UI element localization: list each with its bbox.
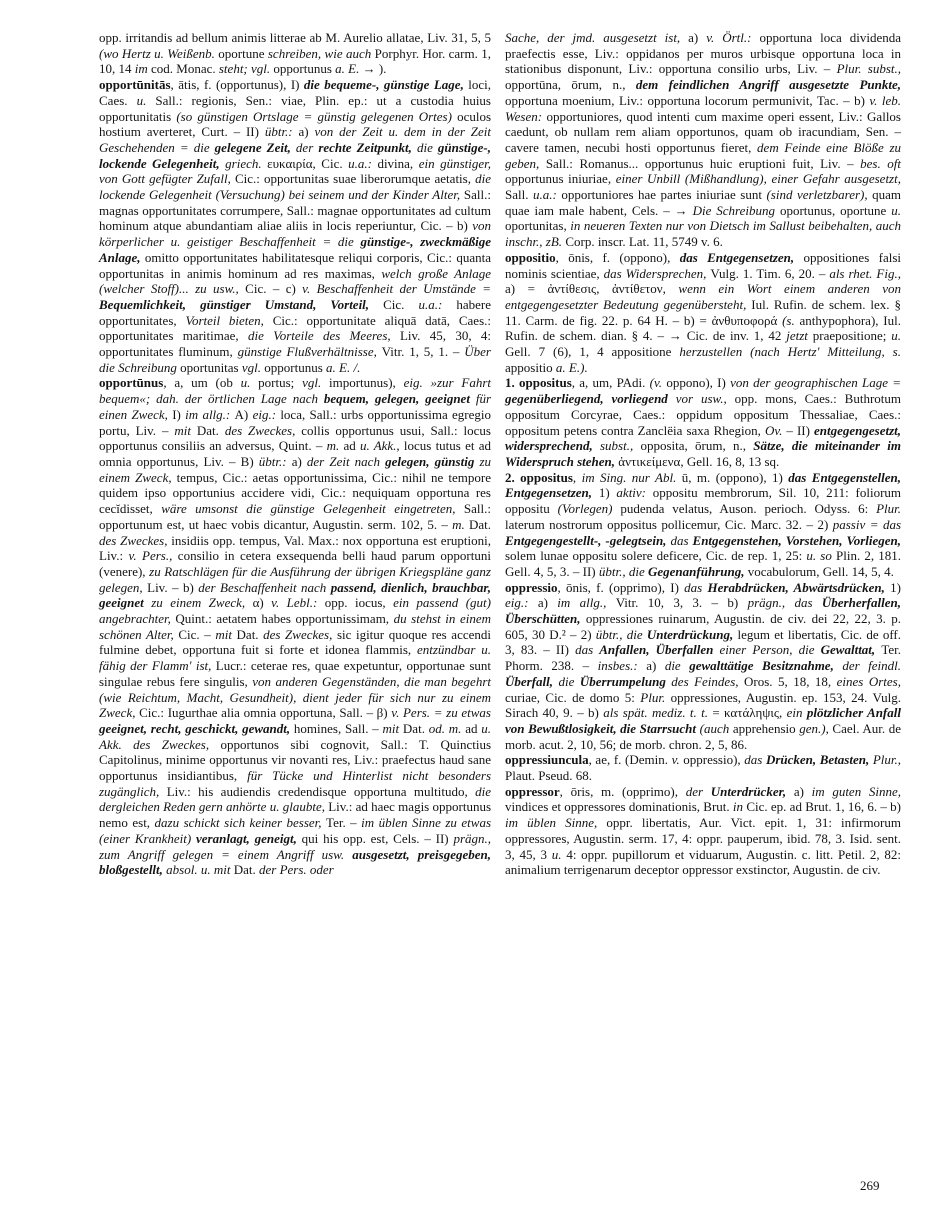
text-segment: günstige Flußverhältnisse,	[237, 344, 382, 360]
text-segment: u.	[551, 846, 567, 862]
text-segment: opportuniores, quod intenti cum maxime operi essent, Liv.: Gallos caedunt, ob nullam rem aliam opportunos, quam ob iracundiam, Sen. – cavere tamen, necubi hosti opportunus fieret,	[505, 108, 901, 155]
text-segment: in	[732, 799, 747, 815]
text-segment: Cic.	[383, 296, 419, 312]
text-segment: Iul. Rufin. de schem. lex. § 11. Carm. de fig. 22. p. 64 H. – b) = ἀνθυποφορά	[505, 296, 901, 328]
text-segment: vor usw.,	[675, 391, 735, 407]
text-segment: steht; vgl.	[218, 61, 274, 77]
text-segment: homines, Sall. –	[293, 720, 383, 736]
text-segment: der Pers. oder	[259, 862, 334, 878]
text-segment: α)	[252, 595, 272, 611]
text-segment: übtr., die	[598, 563, 648, 579]
text-segment: passend, dienlich, brauchbar, geeignet	[99, 579, 491, 611]
text-segment: die dergleichen Reden gern anhörte u. glaubte,	[99, 783, 491, 815]
text-segment: u.	[240, 375, 259, 391]
text-segment: von anderen Gegenständen, die man begehrt (wie Reichtum, Macht, Gesundheit), dient jeder für sich nur zu einem Zweck,	[99, 673, 491, 721]
text-segment: das	[575, 642, 600, 658]
text-segment: opportunus	[273, 61, 336, 77]
left-column	[99, 30, 491, 878]
text-segment: laterum nostrorum oppositus pollicemur, Cic. Marc. 32. – 2)	[505, 516, 833, 532]
text-segment: , a, um, PAdi.	[571, 375, 650, 391]
text-segment: ū, m. (oppono), 1)	[681, 469, 789, 485]
text-segment: u.a.:	[348, 155, 378, 171]
text-segment: eines Ortes,	[836, 673, 901, 689]
text-segment: zu einem Zweck,	[99, 453, 491, 485]
text-segment: oportune	[218, 45, 268, 61]
text-segment: Cic. ep. ad Brut. 1, 16, 6. – b)	[746, 799, 901, 815]
text-segment: mit	[174, 422, 197, 438]
text-segment: solem lunae oppositu solere deficere, Cic. de rep. 1, 25:	[505, 548, 807, 564]
text-segment: → ).	[362, 61, 387, 77]
text-segment: in neueren Texten nur von Dietsch im Sallust beibehalten, auch inschr., zB.	[505, 218, 901, 250]
text-segment: opportunus	[264, 359, 327, 375]
text-segment: Lucr.: ceterae res, quae expetuntur, opportunae sunt singulae rebus fere singulis,	[99, 658, 491, 689]
headword: opportūnitās	[99, 77, 171, 93]
text-segment: vgl.	[241, 359, 265, 375]
entry-paragraph	[505, 470, 901, 580]
text-segment: oppono),	[666, 375, 718, 391]
entry-paragraph	[505, 580, 901, 753]
text-segment: jetzt	[786, 328, 813, 344]
text-segment: a)	[793, 783, 812, 799]
text-segment: Cic. –	[178, 626, 216, 642]
text-segment: a. E. /.	[326, 359, 361, 375]
text-segment: divina,	[377, 155, 419, 171]
entry-paragraph	[99, 30, 491, 77]
text-segment: u. Akk. des Zweckes,	[99, 720, 491, 752]
text-segment: a)	[291, 453, 307, 469]
text-segment: oppressiones, Augustin. ep. 153, 24. Vulg. Sirach 40, 9. – b)	[505, 689, 901, 721]
text-segment: I)	[172, 406, 186, 422]
text-segment: a)	[688, 30, 707, 45]
text-segment: Cic.: opportunitate aliquā datā, Caes.: opportunitates maritimae,	[99, 312, 491, 344]
text-segment: mit	[382, 720, 403, 736]
text-segment: legum et libertatis, Cic. de off. 3, 83. – II)	[505, 626, 902, 658]
text-segment: vocabulorum, Gell. 14, 5, 4.	[747, 563, 894, 579]
text-segment: Cael. Aur. de morb. acut. 2, 10, 56; de morb. chron. 2, 5, 86.	[505, 720, 901, 752]
text-segment: zu Ratschlägen für die Ausführung der übrigen Kriegspläne ganz gelegen,	[99, 563, 491, 595]
text-segment: (v.	[649, 375, 667, 391]
text-segment: I)	[717, 375, 731, 391]
text-segment: Plaut. Pseud. 68.	[505, 768, 593, 784]
text-segment: apprehensio	[732, 720, 800, 736]
text-segment: oppressiones ruinarum, Augustin. de civ. dei 22, 22, 3. p. 605, 30 D.² – 2)	[505, 611, 902, 642]
text-segment: des Zweckes,	[99, 532, 172, 548]
text-segment: das	[684, 579, 708, 595]
text-segment: loca, Sall.: urbs opportunissima egregio portu, Liv. –	[99, 406, 491, 438]
text-segment: übtr., die	[595, 626, 647, 642]
text-segment: das Widersprechen,	[603, 265, 711, 281]
text-columns	[99, 30, 901, 878]
text-segment: veranlagt, geneigt,	[196, 830, 302, 846]
text-segment: u.	[891, 202, 902, 218]
text-segment: der	[295, 139, 319, 155]
text-segment: (s.	[782, 312, 800, 328]
text-segment: eig.:	[505, 595, 538, 611]
text-segment: im üblen Sinne,	[505, 815, 607, 831]
text-segment: v. Örtl.:	[706, 30, 760, 45]
text-segment: Unterdrückung,	[646, 626, 738, 642]
text-segment: Liv. – b)	[147, 579, 199, 595]
text-segment: herzustellen (nach Hertz' Mitteilung, s.	[679, 344, 901, 360]
text-segment: (so günstigen Ortslage = günstig gelegenen Ortes)	[176, 108, 458, 124]
text-segment: quam quae iam male habent, Cels. – →	[505, 187, 901, 218]
text-segment: Ter. –	[326, 815, 362, 831]
entry-paragraph	[99, 77, 491, 375]
text-segment: prägn., zum Angriff gelegen = einem Angriff usw.	[99, 830, 491, 862]
text-segment: Die Schreibung	[692, 202, 780, 218]
text-segment: Plur.	[876, 501, 901, 517]
text-segment: (auch	[699, 720, 733, 736]
text-segment: entzündbar u. fähig der Flamm' ist,	[99, 642, 492, 674]
text-segment: die bequeme-, günstige Lage,	[303, 77, 469, 93]
text-segment: = κατάληψις,	[712, 705, 787, 721]
text-segment: wenn ein Wort einem anderen von entgegengesetzter Bedeutung gegenübersteht,	[505, 281, 901, 312]
text-segment: v. Beschaffenheit der Umstände =	[302, 281, 491, 297]
headword: 1. oppositus	[505, 375, 572, 391]
entry-paragraph	[505, 752, 901, 783]
text-segment: appositio	[505, 359, 556, 375]
text-segment: Dat.	[196, 422, 225, 438]
text-segment: die Vorteile des Meeres,	[247, 328, 400, 344]
text-segment: dazu schickt sich keiner besser,	[154, 815, 327, 831]
text-segment: im Sing. nur Abl.	[581, 469, 682, 485]
text-segment: praepositione;	[812, 328, 892, 344]
text-segment: das Entgegenstellen, Entgegensetzen,	[505, 469, 901, 501]
text-segment: schreiben, wie auch	[267, 45, 375, 61]
text-segment: a)	[646, 658, 665, 674]
text-segment: opposita, ōrum, n.,	[640, 438, 754, 454]
text-segment: – II)	[786, 422, 814, 438]
text-segment: Oros. 5, 18, 18,	[743, 673, 837, 689]
text-segment: u. so	[806, 548, 836, 564]
text-segment: habere opportunitates,	[99, 296, 491, 328]
text-segment: , ōris, m. (opprimo),	[559, 783, 686, 799]
text-segment: im	[134, 61, 151, 77]
text-segment: Vulg. 1. Tim. 6, 20. –	[710, 265, 830, 281]
text-segment: cod. Monac.	[151, 61, 219, 77]
text-segment: v.	[671, 752, 684, 768]
text-segment: importunus),	[328, 375, 404, 391]
headword: oppositio	[505, 249, 556, 265]
text-segment: günstige-, lockende Gelegenheit,	[99, 139, 491, 171]
text-segment: von der geographischen Lage =	[730, 375, 901, 391]
text-segment: bes. oft	[860, 155, 901, 171]
text-segment: Gewalttat,	[820, 642, 882, 658]
text-segment: , ōnis, f. (opprimo), I)	[557, 579, 685, 595]
text-segment: Drücken, Betasten,	[765, 752, 873, 768]
text-segment: das Entgegensetzen,	[679, 249, 804, 265]
text-segment: oportunitas,	[505, 218, 571, 234]
text-segment: opp. iocus,	[324, 595, 394, 611]
text-segment: omitto opportunitates habilitatesque reliqui corporis, Cic.: quanta opportunitas in animis hominum ad res maximas,	[99, 249, 491, 281]
text-segment: im allg.,	[557, 595, 616, 611]
text-segment: v. Lebl.:	[271, 595, 325, 611]
text-segment: entgegengesetzt, widersprechend,	[505, 422, 901, 454]
text-segment: plötzlicher Anfall von Bewußtlosigkeit, die Starrsucht	[505, 705, 901, 736]
text-segment: gelegen, günstig	[385, 453, 480, 469]
text-segment: m.	[326, 438, 344, 454]
text-segment: Cic.: opportunitas suae liberorumque aetatis,	[235, 171, 476, 187]
text-segment: oppositu membrorum, Sil. 10, 211: foliorum oppositu	[505, 485, 902, 517]
text-segment: opp. mons, Caes.: Buthrotum oppositum Corcyrae, Caes.: oppidum oppositum Thessaliae, Caes.: oppositum petens contra Zanclëia saxa Rhegion,	[505, 391, 901, 438]
text-segment: oppressio),	[683, 752, 745, 768]
text-segment: von körperlicher u. geistiger Beschaffenheit = die	[99, 218, 491, 250]
text-segment: die	[664, 658, 690, 674]
text-segment: , ae, f. (Demin.	[588, 752, 672, 768]
text-segment: A)	[234, 406, 253, 422]
text-segment: ein passend (gut) angebrachter,	[99, 595, 492, 627]
text-segment: pudenda velatus, Auson. perioch. Odyss. 6:	[620, 501, 877, 517]
text-segment: subst.,	[600, 438, 641, 454]
text-segment: eig.:	[252, 406, 281, 422]
text-segment: oculos hostium averteret, Curt. – II)	[99, 108, 492, 140]
text-segment: Entgegengestellt-, -gelegtsein,	[505, 532, 671, 548]
text-segment: v. leb. Wesen:	[505, 92, 902, 124]
text-segment: Vitr. 10, 3, 3. – b)	[615, 595, 748, 611]
text-segment: welch große Anlage (welcher Stoff)... zu usw.,	[99, 265, 491, 297]
text-segment: die lockende Gelegenheit (Versuchung) bei seinem und der Kinder Alter,	[99, 171, 491, 203]
text-segment: ad	[343, 438, 360, 454]
text-segment: Überfall,	[505, 673, 559, 689]
text-segment: Plur. subst.,	[836, 61, 901, 77]
text-segment: dem Feinde eine Blöße zu geben,	[505, 139, 902, 171]
text-segment: zu einem Zweck,	[151, 595, 253, 611]
text-segment: der Zeit nach	[306, 453, 386, 469]
text-segment: als spät. mediz. t. t.	[603, 705, 713, 721]
text-segment: insidiis opp. tempus, Val. Max.: nox opportuna est eruptioni, Liv.:	[99, 532, 491, 564]
text-segment: Plin. 2, 181. Gell. 4, 5, 3. – II)	[505, 548, 901, 579]
text-segment: opportuniores hae partes iniuriae sunt	[561, 187, 767, 203]
text-segment: ausgesetzt, preisgegeben, bloßgestellt,	[99, 846, 491, 878]
text-segment: (Vorlegen)	[557, 501, 621, 517]
page-number: 269	[860, 1178, 880, 1193]
text-segment: opportūna, ōrum, n.,	[505, 77, 636, 93]
text-segment: der feindl.	[842, 658, 901, 674]
text-segment: u. Akk.,	[359, 438, 404, 454]
text-segment: opportuna loca dividenda praefectis esse, Liv.: oppidanos per muros urbisque opportuna loca in stationibus disponunt, Liv.: opportuna consilio urbs, Liv. –	[505, 30, 901, 77]
text-segment: günstige-, zweckmäßige Anlage,	[99, 234, 492, 265]
text-segment: (wo Hertz u. Weißenb.	[99, 45, 219, 61]
text-segment: von der Zeit u. dem in der Zeit Geschehenden = die	[99, 124, 491, 155]
text-segment: ,	[572, 469, 582, 485]
text-segment: a)	[298, 124, 315, 140]
text-segment: ein günstiger, von Gott gefügter Zufall,	[99, 155, 491, 187]
text-segment: oppositiones falsi nominis scientiae,	[505, 249, 902, 281]
text-segment: des Feindes,	[671, 673, 744, 689]
text-segment: Gell. 7 (6), 1, 4 appositione	[505, 344, 680, 360]
text-segment: Überherfallen, Überschütten,	[505, 595, 901, 627]
text-segment: gen.),	[799, 720, 833, 736]
text-segment: a)	[537, 595, 558, 611]
text-segment: aktiv:	[616, 485, 653, 501]
text-segment: Ov.	[764, 422, 787, 438]
text-segment: gewalttätige Besitznahme,	[689, 658, 843, 674]
text-segment: im guten Sinne,	[811, 783, 902, 799]
text-segment: insbes.:	[597, 658, 647, 674]
text-segment: gelegene Zeit,	[214, 139, 296, 155]
text-segment: u.	[891, 328, 901, 344]
text-segment: du stehst in einem schönen Alter,	[99, 611, 492, 642]
text-segment: ein	[786, 705, 807, 721]
text-segment: Sall.: regionis, Sen.: viae, Plin. ep.: ut a custodia huius opportunitatis	[99, 92, 491, 124]
text-segment: Sache, der jmd. ausgesetzt ist,	[505, 30, 689, 45]
entry-paragraph	[505, 30, 901, 250]
text-segment: opp. irritandis ad bellum animis litterae ab M. Aurelio allatae, Liv. 31, 5, 5	[99, 30, 491, 45]
text-segment: der	[685, 783, 711, 799]
text-segment: 1)	[890, 579, 902, 595]
headword: oppressor	[505, 783, 560, 799]
text-segment: geeignet, recht, geschickt, gewandt,	[99, 720, 294, 736]
text-segment: Plur.,	[872, 752, 901, 768]
text-segment: consilio in cetera exsequenda belli haud parum opportuni (venere),	[99, 548, 491, 579]
text-segment: a) = ἀντίθεσις, ἀντίθετον,	[505, 281, 679, 297]
text-segment: collis opportunus usui, Sall.: locus opportunus consiliis an adversus, Quint. –	[99, 422, 491, 454]
text-segment: übtr.:	[264, 124, 299, 140]
right-column	[505, 30, 901, 878]
text-segment: im allg.:	[185, 406, 235, 422]
text-segment: anthypophora),	[799, 312, 884, 328]
text-segment: Bequemlichkeit, günstiger Umstand, Vorteil,	[99, 296, 384, 312]
headword: oppressiuncula	[505, 752, 589, 768]
text-segment: (sind verletzbarer),	[766, 187, 873, 203]
text-segment: opportuna moenium, Liv.: opportuna locorum permunivit, Tac. – b)	[505, 92, 870, 108]
text-segment: rechte Zeitpunkt,	[318, 139, 417, 155]
text-segment: die	[416, 139, 438, 155]
text-segment: v. Pers.,	[128, 548, 178, 564]
text-segment: absol. u. mit	[166, 862, 234, 878]
text-segment: Cic.: Iugurthae alia omnia opportuna, Sall. – β)	[139, 705, 392, 721]
text-segment: Sall.	[505, 187, 533, 203]
text-segment: Cic. – c)	[245, 281, 303, 297]
text-segment: Dat.	[402, 720, 429, 736]
text-segment: bequem, gelegen, geeignet	[323, 391, 476, 407]
text-segment: , ōnis, f. (oppono),	[555, 249, 680, 265]
text-segment: des Zweckes,	[224, 422, 302, 438]
text-segment: u.a.:	[418, 296, 457, 312]
text-segment: ἀντικείμενα, Gell. 16, 8, 13 sq.	[618, 453, 780, 469]
text-segment: Unterdrücker,	[710, 783, 794, 799]
text-segment: Dat.	[468, 516, 491, 532]
text-segment: opportunus iniuriae,	[505, 171, 616, 187]
text-segment: oportunitas	[180, 359, 242, 375]
text-segment: das	[744, 752, 766, 768]
text-segment: Sall.: Romanus... opportunus huic eruptioni fuit, Liv. –	[545, 155, 861, 171]
text-segment: für Tücke und Hinterlist nicht besonders zugänglich,	[99, 768, 492, 799]
text-segment: das	[670, 532, 693, 548]
text-segment: oportunus, oportune	[779, 202, 892, 218]
text-segment: a. E.).	[555, 359, 588, 375]
text-segment: prägn., das	[747, 595, 822, 611]
text-segment: Liv.: ad haec magis opportunus nemo est,	[99, 799, 492, 831]
text-segment: 1)	[598, 485, 617, 501]
text-segment: des Zweckes,	[263, 626, 337, 642]
text-segment: Quint.: aetatem habes opportunissimam,	[175, 611, 394, 627]
text-segment: vgl.	[302, 375, 329, 391]
text-segment: gegenüberliegend, vorliegend	[505, 391, 676, 407]
text-segment: Corp. inscr. Lat. 11, 5749 v. 6.	[565, 234, 723, 250]
text-segment: Sätze, die miteinander im Widerspruch stehen,	[505, 438, 901, 469]
text-segment: Liv. 45, 30, 4: opportunitates fluminum,	[99, 328, 492, 360]
text-segment: Sall.: opportunum est, ut haec vobis dicantur, Augustin. serm. 102, 5. –	[99, 501, 491, 532]
text-segment: Überrumpelung	[579, 673, 672, 689]
text-segment: dem feindlichen Angriff ausgesetzte Punkte,	[635, 77, 901, 93]
text-segment: ad	[465, 720, 482, 736]
text-segment: Porphyr. Hor. carm. 1, 10, 14	[99, 45, 491, 77]
text-segment: Dat.	[236, 626, 264, 642]
text-segment: Iul. Rufin. de schem. dian. § 4. – → Cic. de inv. 1, 42	[505, 312, 901, 344]
text-segment: od. m.	[428, 720, 466, 736]
text-segment: Ter. Phorm. 238. –	[505, 642, 901, 674]
text-segment: einer Unbill (Mißhandlung), einer Gefahr ausgesetzt,	[615, 171, 901, 187]
text-segment: als rhet. Fig.,	[829, 265, 901, 281]
text-segment: übtr.:	[258, 453, 292, 469]
text-segment: tempus, Cic.: aetas opportunissima, Cic.: nihil ne tempore quidem ipso opportunius accidere vidi, Cic.: nequiquam opportuna res cecĭdisset,	[99, 469, 491, 517]
text-segment: ευκαιρία, Cic.	[267, 155, 349, 171]
text-segment: Entgegenstehen, Vorstehen, Vorliegen,	[692, 532, 902, 548]
text-segment: Herabdrücken, Abwärtsdrücken,	[707, 579, 891, 595]
entry-paragraph	[505, 784, 901, 878]
text-segment: Vitr. 1, 5, 1. –	[381, 344, 465, 360]
text-segment: m.	[452, 516, 469, 532]
text-segment: u.	[136, 92, 156, 108]
text-segment: sic igitur quoque res accendi fulmine debet, opportuna fuit si forte et idonea flammis,	[99, 626, 491, 658]
text-segment: a. E.	[335, 61, 363, 77]
entry-paragraph	[505, 375, 901, 469]
text-segment: eig. »zur Fahrt bequem«; dah. der örtlichen Lage nach	[99, 375, 491, 407]
entry-paragraph	[99, 375, 491, 878]
text-segment: im üblen Sinne zu etwas (einer Krankheit)	[99, 815, 491, 846]
text-segment: wäre umsonst die günstige Gelegenheit eingetreten,	[161, 501, 464, 517]
text-segment: Vorteil bieten,	[185, 312, 273, 328]
headword: 2. oppositus	[505, 469, 573, 485]
text-segment: passiv = das	[832, 516, 902, 532]
entry-paragraph	[505, 250, 901, 376]
text-segment: mit	[215, 626, 237, 642]
text-segment: einer Person, die	[719, 642, 821, 658]
text-segment: u.a.:	[532, 187, 562, 203]
text-segment: Plur.	[640, 689, 671, 705]
text-segment: griech.	[225, 155, 268, 171]
text-segment: 4: oppr. pupillorum et viduarum, Augustin. c. litt. Petil. 2, 82: animalium terrigenarum deceptor oppressor exstinctor, Augustin. de civ.	[505, 846, 902, 878]
headword: oppressio	[505, 579, 558, 595]
text-segment: Sall.: magnas opportunitates corrumpere, Sall.: magnae opportunitates ad cultum hominum atque abundantiam aliae aliis in locis reperiuntur, Cic. – b)	[99, 187, 491, 234]
text-segment: die	[558, 673, 580, 689]
text-segment: der Beschaffenheit nach	[198, 579, 331, 595]
text-segment: Anfallen, Überfallen	[599, 642, 720, 658]
text-segment: opportunos sibi cognovit, Sall.: T. Quinctius Capitolinus, minime opportunus vir novanti res, Liv.: praefectus haud sane opportunus insidiantibus,	[99, 736, 492, 784]
text-segment: Dat.	[233, 862, 259, 878]
text-segment: für einen Zweck,	[99, 391, 491, 422]
text-segment: Liv.: his audiendis credendisque opportuna multitudo,	[166, 783, 476, 799]
text-segment: oppr. libertatis, Aur. Vict. epit. 1, 31: infirmorum oppressores, Augustin. serm. 17, 4: oppr. pauperum, ibid. 78, 3. Isid. sent. 3, 45, 3	[505, 815, 901, 862]
text-segment: locus tutus et ad omnia opportunus, Liv. – B)	[99, 438, 491, 469]
text-segment: v. Pers. = zu etwas	[391, 705, 491, 721]
text-segment: Über die Schreibung	[99, 344, 491, 375]
text-segment: curiae, Cic. de domo 5:	[505, 689, 641, 705]
text-segment: qui his opp. est, Cels. – II)	[301, 830, 454, 846]
text-segment: portus;	[258, 375, 303, 391]
headword: opportūnus	[99, 375, 164, 391]
text-segment: Gegenanführung,	[648, 563, 748, 579]
text-segment: vindices et oppressores dominationis, Brut.	[505, 799, 733, 815]
text-segment: , a, um (ob	[163, 375, 241, 391]
text-segment: loci, Caes.	[99, 77, 492, 108]
text-segment: , ātis, f. (opportunus), I)	[170, 77, 304, 93]
